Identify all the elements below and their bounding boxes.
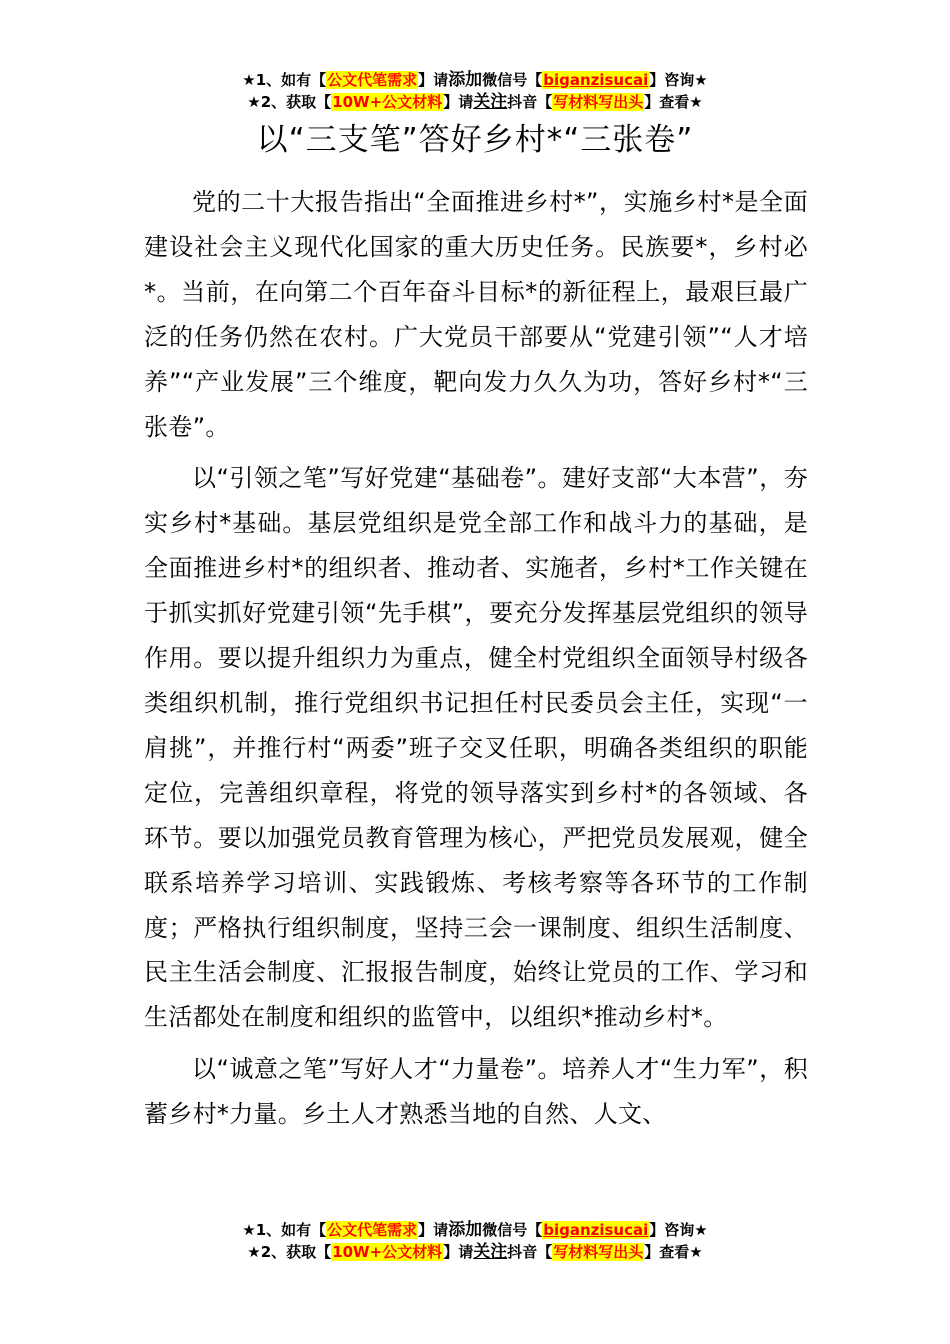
promo-line-2-footer: ★2、获取【10W+公文材料】请关注抖音【写材料写出头】查看★	[247, 1242, 703, 1262]
douyin-account-link[interactable]: 写材料写出头	[553, 93, 644, 111]
promo-highlight-service: 公文代笔需求	[327, 71, 418, 89]
promo-highlight-service-footer: 公文代笔需求	[327, 1221, 418, 1239]
document-title: 以“三支笔”答好乡村*“三张卷”	[256, 122, 694, 158]
wechat-id-link[interactable]: biganzisucai	[543, 71, 649, 89]
paragraph-1: 党的二十大报告指出“全面推进乡村*”，实施乡村*是全面建设社会主义现代化国家的重大历史任务。民族要*，乡村必*。当前，在向第二个百年奋斗目标*的新征程上，最艰巨最广泛的任务仍然在农村。广大党员干部要从“党建引领”“人才培养”“产业发展”三个维度，靶向发力久久为功，答好乡村*“三张卷”。	[144, 188, 808, 441]
promo-line-1: ★1、如有【公文代笔需求】请添加微信号【biganzisucai】咨询★	[242, 70, 708, 90]
promo-footer	[0, 1219, 950, 1263]
promo-highlight-materials: 10W+公文材料	[332, 93, 443, 111]
paragraph-2: 以“引领之笔”写好党建“基础卷”。建好支部“大本营”，夯实乡村*基础。基层党组织是党全部工作和战斗力的基础，是全面推进乡村*的组织者、推动者、实施者，乡村*工作关键在于抓实抓好党建引领“先手棋”，要充分发挥基层党组织的领导作用。要以提升组织力为重点，健全村党组织全面领导村级各类组织机制，推行党组织书记担任村民委员会主任，实现“一肩挑”，并推行村“两委”班子交叉任职，明确各类组织的职能定位，完善组织章程，将党的领导落实到乡村*的各领域、各环节。要以加强党员教育管理为核心，严把党员发展观，健全联系培养学习培训、实践锻炼、考核考察等各环节的工作制度；严格执行组织制度，坚持三会一课制度、组织生活制度、民主生活会制度、汇报报告制度，始终让党员的工作、学习和生活都处在制度和组织的监管中，以组织*推动乡村*。	[144, 464, 808, 1032]
promo-highlight-materials-footer: 10W+公文材料	[332, 1243, 443, 1261]
document-body	[144, 180, 808, 1137]
douyin-account-link-footer[interactable]: 写材料写出头	[553, 1243, 644, 1261]
promo-header	[0, 69, 950, 113]
promo-line-2: ★2、获取【10W+公文材料】请关注抖音【写材料写出头】查看★	[247, 92, 703, 112]
wechat-id-link-footer[interactable]: biganzisucai	[543, 1221, 649, 1239]
promo-line-1-footer: ★1、如有【公文代笔需求】请添加微信号【biganzisucai】咨询★	[242, 1220, 708, 1240]
paragraph-3: 以“诚意之笔”写好人才“力量卷”。培养人才“生力军”，积蓄乡村*力量。乡土人才熟悉当地的自然、人文、	[144, 1055, 808, 1129]
